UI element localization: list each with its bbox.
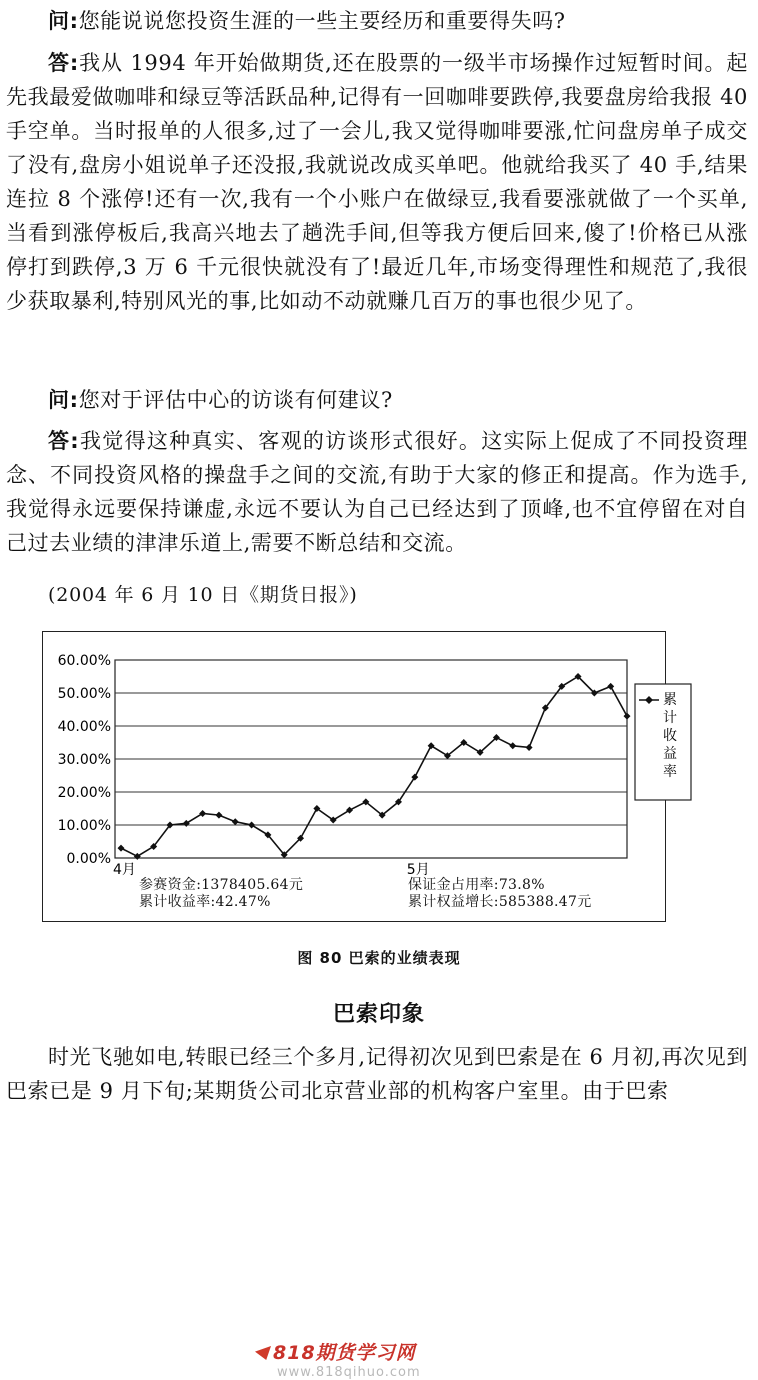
y-tick-label: 10.00% — [57, 818, 111, 834]
answer-2-lead: 答: — [48, 429, 80, 453]
data-point — [346, 807, 353, 814]
question-1-text: 您能说说您投资生涯的一些主要经历和重要得失吗? — [78, 9, 566, 33]
y-tick-label: 60.00% — [57, 653, 111, 669]
answer-2-text: 我觉得这种真实、客观的访谈形式很好。这实际上促成了不同投资理念、不同投资风格的操盘手之间的交流,有助于大家的修正和提高。作为选手,我觉得永远要保持谦虚,永远不要认为自己已经达到了顶峰,也不宜停留在对自己过去业绩的津津乐道上,需要不断总结和交流。 — [6, 429, 748, 555]
watermark — [255, 1338, 421, 1380]
note-cum-return: 累计收益率:42.47% — [139, 894, 271, 910]
figure-caption: 图 80 巴索的业绩表现 — [297, 949, 461, 967]
section-title: 巴索印象 — [332, 1002, 425, 1027]
y-tick-label: 30.00% — [57, 752, 111, 768]
section-body: 时光飞驰如电,转眼已经三个多月,记得初次见到巴索是在 6 月初,再次见到巴索已是 9 月下旬;某期货公司北京营业部的机构客户室里。由于巴索 — [6, 1045, 748, 1103]
data-point — [199, 810, 206, 817]
question-1 — [6, 4, 748, 38]
question-2-text: 您对于评估中心的访谈有何建议? — [78, 388, 393, 412]
data-point — [118, 845, 125, 852]
question-2 — [6, 383, 748, 417]
data-point — [428, 742, 435, 749]
watermark-logo-icon — [255, 1346, 271, 1360]
data-point — [526, 744, 533, 751]
data-point — [248, 822, 255, 829]
y-tick-label: 0.00% — [66, 851, 111, 867]
data-point — [607, 683, 614, 690]
legend — [635, 684, 691, 800]
note-capital: 参赛资金:1378405.64元 — [139, 877, 304, 893]
x-tick-label: 4月 — [113, 862, 136, 878]
data-point — [509, 742, 516, 749]
answer-1-lead: 答: — [48, 51, 79, 75]
answer-2 — [6, 424, 748, 560]
note-margin-ratio: 保证金占用率:73.8% — [408, 877, 545, 893]
answer-1 — [6, 46, 748, 318]
axis-layer — [58, 653, 430, 878]
chart-canvas — [43, 632, 677, 923]
watermark-title: 818期货学习网 — [273, 1342, 416, 1364]
series-layer — [118, 673, 631, 860]
data-point — [232, 818, 239, 825]
grid-layer — [115, 660, 627, 858]
data-point — [215, 812, 222, 819]
y-tick-label: 20.00% — [57, 785, 111, 801]
y-tick-label: 40.00% — [57, 719, 111, 735]
note-equity-growth: 累计权益增长:585388.47元 — [408, 894, 592, 910]
data-point — [624, 713, 631, 720]
series-line-累计收益率 — [121, 677, 627, 857]
x-tick-label: 5月 — [406, 862, 430, 878]
question-2-lead: 问: — [48, 388, 79, 412]
legend-label-series-1: 累计收益率 — [663, 692, 677, 780]
question-1-lead: 问: — [48, 9, 79, 33]
answer-1-text: 我从 1994 年开始做期货,还在股票的一级半市场操作过短暂时间。起先我最爱做咖啡和绿豆等活跃品种,记得有一回咖啡要跌停,我要盘房给我报 40 手空单。当时报单的人很多,过了一会儿,我又觉得咖啡要涨,忙问盘房单子成交了没有,盘房小姐说单子还没报,我就说改成买单吧。他就给我买了 40 手,结果连拉 8 个涨停!还有一次,我有一个小账户在做绿豆,我看要涨就做了一个买单,当看到涨停板后,我高兴地去了趟洗手间,但等我方便后回来,傻了!价格已从涨停打到跌停,3 万 6 千元很快就没有了!最近几年,市场变得理性和规范了,我很少获取暴利,特别风光的事,比如动不动就赚几百万的事也很少见了。 — [6, 51, 748, 313]
source-citation: (2004 年 6 月 10 日《期货日报》) — [48, 584, 358, 606]
y-tick-label: 50.00% — [57, 686, 111, 702]
data-point — [134, 853, 141, 860]
data-point — [183, 820, 190, 827]
watermark-url: www.818qihuo.com — [277, 1365, 421, 1380]
